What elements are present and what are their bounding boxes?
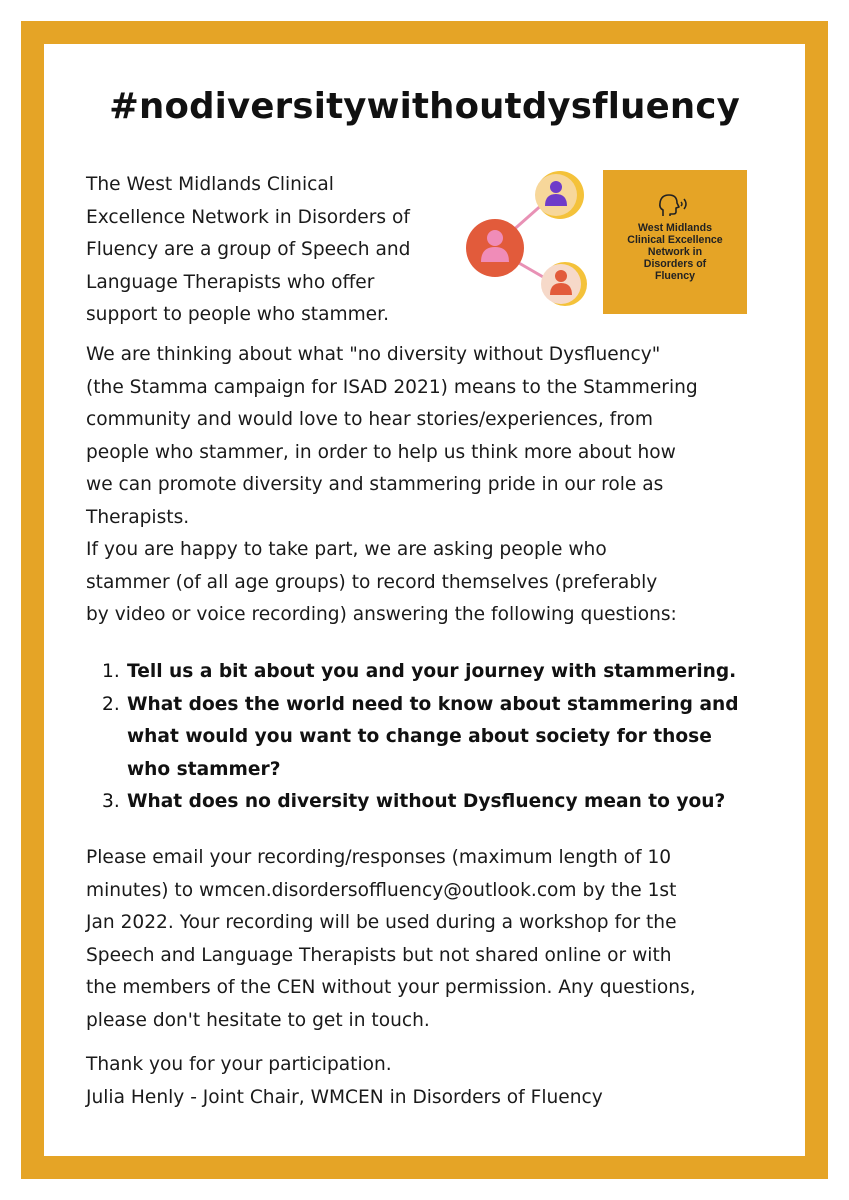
person-node-top (535, 171, 584, 219)
participation-paragraph (86, 534, 776, 632)
question-number: 1. (102, 661, 120, 682)
question-item (102, 656, 782, 689)
campaign-paragraph (86, 339, 776, 534)
person-node-bottom (541, 262, 587, 306)
logo-text-line: West Midlands (638, 222, 712, 234)
question-item (102, 689, 782, 787)
question-text: What does no diversity without Dysfluency mean to you? (127, 791, 726, 812)
text-line: We are thinking about what "no diversity without Dysfluency" (86, 344, 661, 365)
logo-text-line: Fluency (654, 270, 696, 282)
wmcen-logo (603, 170, 747, 314)
text-line: the members of the CEN without your permission. Any questions, (86, 977, 696, 998)
text-line: we can promote diversity and stammering pride in our role as (86, 474, 664, 495)
text-line: community and would love to hear stories/experiences, from (86, 409, 653, 430)
question-number: 3. (102, 791, 120, 812)
logo-text-line: Disorders of (643, 258, 707, 270)
text-line: The West Midlands Clinical (86, 174, 334, 195)
text-line: Jan 2022. Your recording will be used during a workshop for the (86, 912, 677, 933)
logo-text-line: Clinical Excellence (627, 234, 723, 246)
text-line: (the Stamma campaign for ISAD 2021) means to the Stammering (86, 376, 698, 398)
text-line: people who stammer, in order to help us think more about how (86, 441, 676, 463)
text-line: Language Therapists who offer (86, 271, 375, 293)
thank-you-line: Thank you for your participation. (86, 1054, 392, 1075)
text-line: stammer (of all age groups) to record themselves (preferably (86, 571, 658, 593)
signoff (86, 1049, 776, 1114)
text-line: If you are happy to take part, we are asking people who (86, 539, 607, 560)
page-title: #nodiversitywithoutdysfluency (109, 86, 740, 127)
question-text: what would you want to change about society for those (127, 726, 712, 747)
text-line: Fluency are a group of Speech and (86, 239, 411, 260)
text-line: please don't hesitate to get in touch. (86, 1009, 430, 1031)
text-line: minutes) to wmcen.disordersoffluency@outlook.com by the 1st (86, 879, 677, 901)
text-line: Excellence Network in Disorders of (86, 206, 410, 228)
speaking-head-icon (657, 192, 693, 220)
question-text: Tell us a bit about you and your journey with stammering. (127, 661, 737, 682)
text-line: by video or voice recording) answering the following questions: (86, 604, 677, 625)
question-text: who stammer? (127, 758, 281, 780)
text-line: Please email your recording/responses (maximum length of 10 (86, 847, 672, 868)
text-line: Therapists. (86, 506, 190, 528)
question-text: What does the world need to know about stammering and (127, 693, 739, 715)
logo-text-line: Network in (647, 246, 703, 258)
intro-paragraph (86, 169, 466, 332)
logo-text (609, 222, 741, 282)
question-number: 2. (102, 693, 120, 715)
text-line: Speech and Language Therapists but not shared online or with (86, 944, 672, 966)
person-node-center (466, 219, 524, 277)
text-line: support to people who stammer. (86, 304, 389, 325)
people-network-graphic (465, 170, 595, 310)
question-item (102, 786, 782, 819)
signature-line: Julia Henly - Joint Chair, WMCEN in Disorders of Fluency (86, 1086, 603, 1108)
questions-list (102, 656, 782, 819)
submission-paragraph (86, 842, 776, 1037)
